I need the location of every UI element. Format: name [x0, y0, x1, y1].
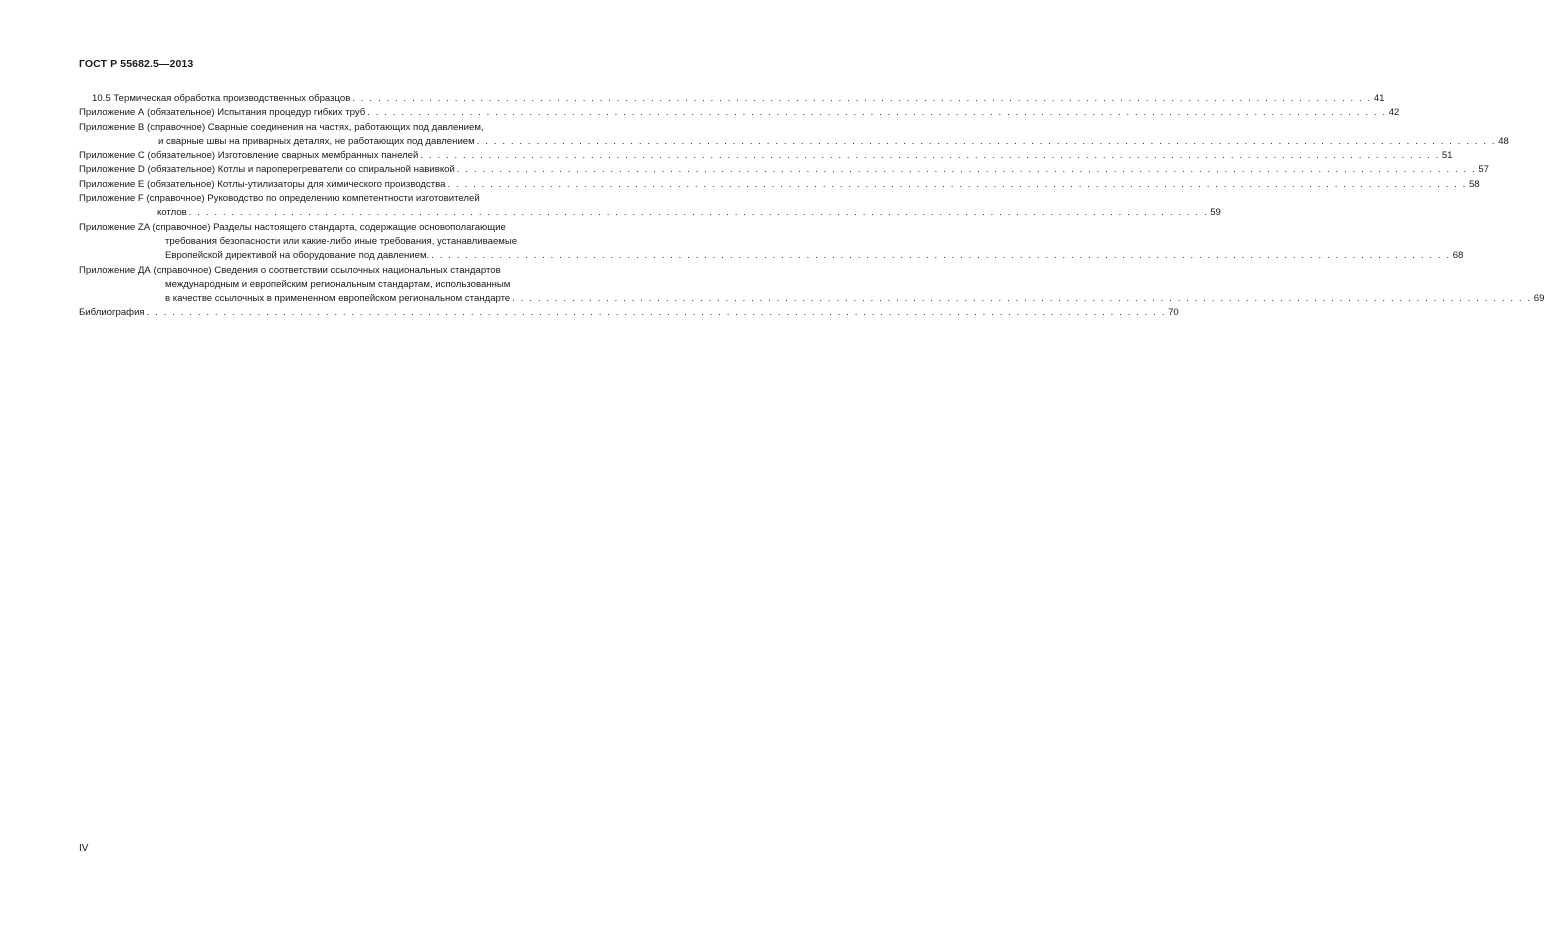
toc-page-number: 41 — [1373, 93, 1385, 104]
toc-entry[interactable] — [79, 306, 1179, 320]
toc-leader-dots: . . . . . . . . . . . . . . . . . . . . . . . . . . . . . . . . . . . . . . . . . . . . . . . . . . . . . . . . . . . . . . . . . . . . . . . . . . . . . . . . . . . . . . . . . . . . . . . . . . . . . . . . . . . . . . . . . . . . . . . . — [352, 93, 1372, 104]
toc-leader-dots: . . . . . . . . . . . . . . . . . . . . . . . . . . . . . . . . . . . . . . . . . . . . . . . . . . . . . . . . . . . . . . . . . . . . . . . . . . . . . . . . . . . . . . . . . . . . . . . . . . . . . . . . . . . . . . . . . . . . . . . . — [146, 307, 1167, 319]
toc-leader-dots: . . . . . . . . . . . . . . . . . . . . . . . . . . . . . . . . . . . . . . . . . . . . . . . . . . . . . . . . . . . . . . . . . . . . . . . . . . . . . . . . . . . . . . . . . . . . . . . . . . . . . . . . . . . . . . . . . . . . . . . . — [447, 178, 1467, 190]
page-number: IV — [79, 843, 89, 854]
toc-leader-dots: . . . . . . . . . . . . . . . . . . . . . . . . . . . . . . . . . . . . . . . . . . . . . . . . . . . . . . . . . . . . . . . . . . . . . . . . . . . . . . . . . . . . . . . . . . . . . . . . . . . . . . . . . . . . . . . . . . . . . . . . — [456, 164, 1477, 176]
document-header: ГОСТ Р 55682.5—2013 — [79, 58, 194, 70]
toc-entry-text: Приложение В (справочное) Сварные соединения на частях, работающих под давлением, — [79, 121, 484, 133]
toc-entry-text: Приложение ZA (справочное) Разделы настоящего стандарта, содержащие основополагающие — [79, 221, 506, 233]
toc-entry[interactable] — [79, 149, 1453, 163]
toc-entry-text: международным и европейским региональным стандартам, использованным — [165, 278, 511, 290]
toc-entry-text: требования безопасности или какие-либо иные требования, устанавливаемые — [165, 235, 518, 247]
toc-page-number: 51 — [1441, 150, 1453, 162]
toc-leader-dots: . . . . . . . . . . . . . . . . . . . . . . . . . . . . . . . . . . . . . . . . . . . . . . . . . . . . . . . . . . . . . . . . . . . . . . . . . . . . . . . . . . . . . . . . . . . . . . . . . . . . . . . . . . . . . . . . . . . . . . . . — [476, 135, 1497, 147]
toc-leader-dots: . . . . . . . . . . . . . . . . . . . . . . . . . . . . . . . . . . . . . . . . . . . . . . . . . . . . . . . . . . . . . . . . . . . . . . . . . . . . . . . . . . . . . . . . . . . . . . . . . . . . . . . . . . . . . . . . . . . . . . . . — [420, 150, 1440, 162]
toc-entry-text: Приложение ДА (справочное) Сведения о соответствии ссылочных национальных стандартов — [79, 264, 501, 276]
toc-page-number: 59 — [1210, 207, 1221, 219]
toc-entry[interactable] — [79, 92, 1385, 106]
toc-entry[interactable] — [79, 264, 1544, 307]
toc-page-number: 69 — [1533, 293, 1544, 305]
toc-entry-text: 10.5 Термическая обработка производственных образцов — [92, 93, 351, 104]
toc-page-number: 58 — [1468, 178, 1480, 190]
toc-entry-text: Европейской директивой на оборудование под давлением. — [165, 250, 430, 262]
toc-page-number: 70 — [1168, 307, 1179, 319]
toc-page-number: 57 — [1478, 164, 1489, 176]
toc-leader-dots: . . . . . . . . . . . . . . . . . . . . . . . . . . . . . . . . . . . . . . . . . . . . . . . . . . . . . . . . . . . . . . . . . . . . . . . . . . . . . . . . . . . . . . . . . . . . . . . . . . . . . . . . . . . . . . . . . . . . . . . . — [367, 107, 1387, 119]
toc-leader-dots: . . . . . . . . . . . . . . . . . . . . . . . . . . . . . . . . . . . . . . . . . . . . . . . . . . . . . . . . . . . . . . . . . . . . . . . . . . . . . . . . . . . . . . . . . . . . . . . . . . . . . . . . . . . . . . . . . . . . . . . . — [188, 207, 1209, 219]
toc-leader-dots: . . . . . . . . . . . . . . . . . . . . . . . . . . . . . . . . . . . . . . . . . . . . . . . . . . . . . . . . . . . . . . . . . . . . . . . . . . . . . . . . . . . . . . . . . . . . . . . . . . . . . . . . . . . . . . . . . . . . . . . . — [512, 293, 1532, 305]
toc-entry-text: и сварные швы на приварных деталях, не работающих под давлением — [158, 135, 475, 147]
toc-page-number: 68 — [1452, 250, 1464, 262]
toc-entry[interactable] — [79, 178, 1480, 192]
toc-entry-text: Библиография — [79, 307, 145, 319]
toc-entry[interactable] — [79, 221, 1464, 264]
toc-page-number: 42 — [1388, 107, 1400, 119]
toc-leader-dots: . . . . . . . . . . . . . . . . . . . . . . . . . . . . . . . . . . . . . . . . . . . . . . . . . . . . . . . . . . . . . . . . . . . . . . . . . . . . . . . . . . . . . . . . . . . . . . . . . . . . . . . . . . . . . . . . . . . . . . . . — [431, 250, 1451, 262]
toc-entry-text: Приложение А (обязательное) Испытания процедур гибких труб — [79, 107, 366, 119]
toc-entry-text: в качестве ссылочных в примененном европейском региональном стандарте — [165, 293, 511, 305]
toc-entry[interactable] — [79, 121, 1509, 150]
toc-entry-text: Приложение F (справочное) Руководство по определению компетентности изготовителей — [79, 193, 480, 205]
toc-entry[interactable] — [79, 163, 1489, 177]
toc-entry[interactable] — [79, 106, 1400, 120]
toc-entry-text: Приложение D (обязательное) Котлы и пароперегреватели со спиральной навивкой — [79, 164, 455, 176]
toc-page-number: 48 — [1498, 135, 1509, 147]
toc-entry-text: Приложение Е (обязательное) Котлы-утилизаторы для химического производства — [79, 178, 446, 190]
toc-entry-text: Приложение С (обязательное) Изготовление сварных мембранных панелей — [79, 150, 419, 162]
table-of-contents — [79, 92, 1544, 321]
toc-entry-text: котлов — [157, 207, 187, 219]
toc-entry[interactable] — [79, 192, 1221, 221]
